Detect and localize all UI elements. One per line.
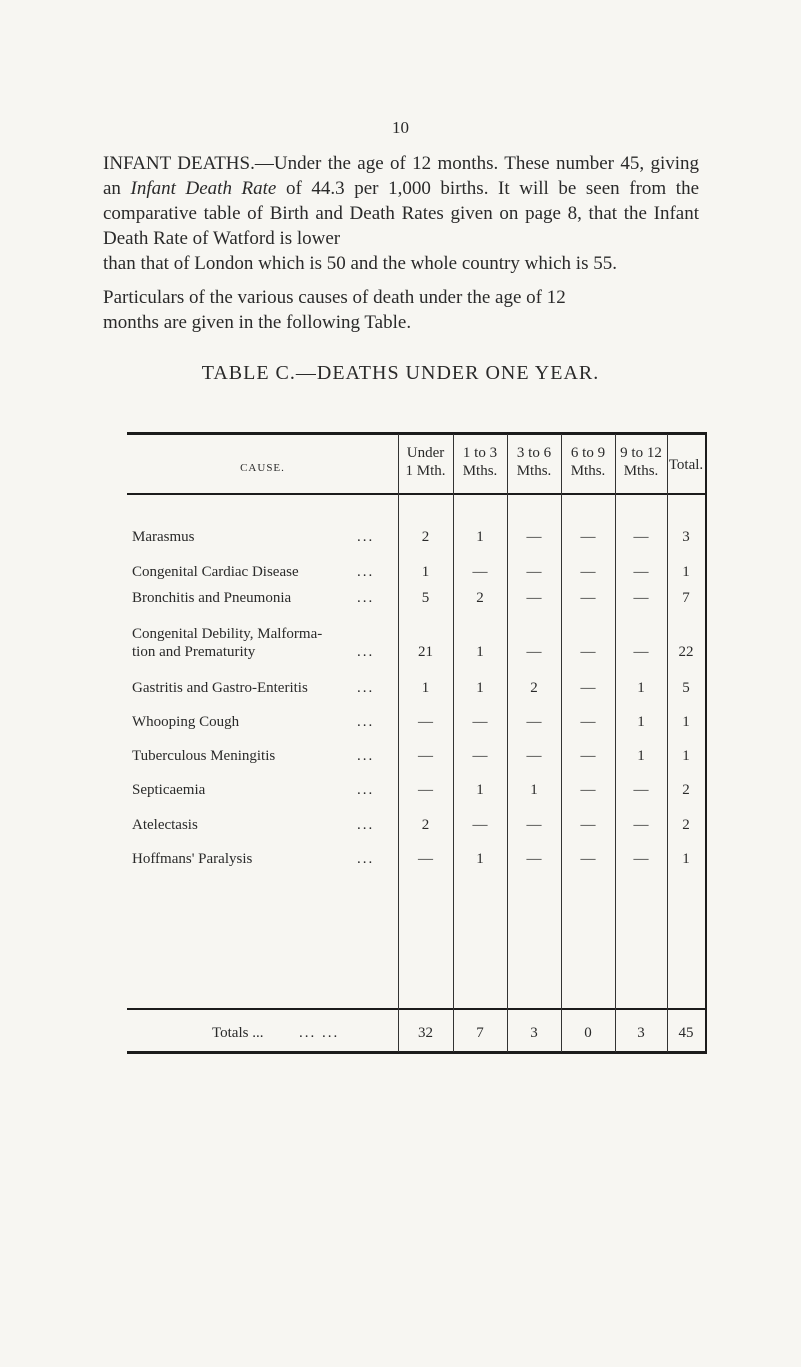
- table-cell: —: [418, 748, 433, 764]
- table-cell: —: [580, 817, 596, 833]
- row-total-cell: 2: [682, 817, 690, 833]
- table-cell: —: [472, 564, 488, 580]
- column-divider: [561, 434, 562, 1052]
- table-cell: 1: [421, 564, 430, 580]
- header-6-to-9-months: [561, 444, 615, 480]
- table-cell: —: [526, 817, 542, 833]
- table-cell: —: [526, 851, 542, 867]
- cause-label: Marasmus: [132, 529, 195, 545]
- row-total-cell: 2: [682, 782, 690, 798]
- cause-label: Gastritis and Gastro-Enteritis: [132, 680, 308, 696]
- header-under-1-month: [398, 444, 453, 480]
- leader-dots: ...: [357, 817, 375, 833]
- infant-deaths-paragraph: [103, 151, 699, 276]
- header-line: 6 to 9: [570, 445, 606, 461]
- leader-dots: ...: [357, 782, 375, 798]
- cause-label: Congenital Debility, Malforma-: [132, 626, 323, 642]
- paragraph-text: of 44.3 per 1,000 births. It will be seen from the comparative table of Birth and Death Rates given on page 8, that the Infant Death Rate of Watford is lower: [103, 178, 699, 249]
- table-cell: —: [580, 748, 596, 764]
- header-line: Under: [406, 445, 445, 461]
- table-cell: —: [633, 529, 649, 545]
- leader-dots: ...: [357, 590, 375, 606]
- cause-label: Whooping Cough: [132, 714, 240, 730]
- paragraph-last-line: than that of London which is 50 and the whole country which is 55.: [103, 253, 617, 274]
- paragraph-last-line: months are given in the following Table.: [103, 312, 412, 333]
- table-cell: —: [580, 644, 596, 660]
- header-line: Mths.: [623, 463, 659, 479]
- header-line: Mths.: [516, 463, 552, 479]
- header-line: Mths.: [570, 463, 606, 479]
- deaths-under-one-year-table: [127, 432, 709, 1056]
- header-3-to-6-months: [507, 444, 561, 480]
- table-cell: —: [472, 817, 488, 833]
- table-cell: —: [418, 851, 433, 867]
- column-divider: [398, 434, 399, 1052]
- totals-label: Totals ...: [212, 1025, 264, 1041]
- totals-cell: 3: [637, 1025, 645, 1041]
- row-total-cell: 22: [678, 644, 694, 660]
- leader-dots: ...: [357, 714, 375, 730]
- table-cell: 1: [637, 680, 645, 696]
- leader-dots: ... ...: [299, 1025, 340, 1041]
- table-cell: —: [633, 590, 649, 606]
- leader-dots: ...: [357, 564, 375, 580]
- table-right-rule: [705, 432, 707, 1054]
- totals-cell: 7: [476, 1025, 484, 1041]
- table-cell: —: [580, 714, 596, 730]
- totals-cell: 45: [678, 1025, 694, 1041]
- table-cell: —: [526, 590, 542, 606]
- table-cell: —: [580, 590, 596, 606]
- table-cell: 5: [421, 590, 430, 606]
- particulars-paragraph: [103, 285, 699, 335]
- row-total-cell: 1: [682, 851, 690, 867]
- row-total-cell: 7: [682, 590, 690, 606]
- leader-dots: ...: [357, 680, 375, 696]
- totals-rule: [127, 1008, 705, 1010]
- header-line: 1 to 3: [462, 445, 498, 461]
- cause-label: tion and Prematurity: [132, 644, 256, 660]
- totals-cell: 0: [584, 1025, 592, 1041]
- row-total-cell: 3: [682, 529, 690, 545]
- table-cell: —: [580, 680, 596, 696]
- table-cell: 1: [476, 680, 484, 696]
- cause-label: Bronchitis and Pneumonia: [132, 590, 292, 606]
- row-total-cell: 5: [682, 680, 690, 696]
- table-cell: 2: [421, 817, 430, 833]
- row-total-cell: 1: [682, 748, 690, 764]
- table-cell: —: [472, 714, 488, 730]
- leader-dots: ...: [357, 851, 375, 867]
- table-cell: —: [633, 817, 649, 833]
- table-cell: —: [580, 782, 596, 798]
- table-cell: 1: [637, 714, 645, 730]
- table-cell: —: [526, 564, 542, 580]
- table-cell: —: [580, 851, 596, 867]
- column-divider: [453, 434, 454, 1052]
- header-cause: CAUSE.: [240, 462, 285, 474]
- paragraph-text: —Under the age of 12 months. These number 45, giving an: [103, 153, 699, 199]
- header-line: 1 Mth.: [405, 463, 446, 479]
- table-cell: 2: [476, 590, 484, 606]
- table-cell: 21: [418, 644, 433, 660]
- table-bottom-rule: [127, 1051, 707, 1054]
- table-cell: —: [526, 748, 542, 764]
- table-cell: 2: [530, 680, 538, 696]
- table-cell: 1: [530, 782, 538, 798]
- leader-dots: ...: [357, 748, 375, 764]
- table-cell: —: [526, 714, 542, 730]
- page-number: 10: [392, 118, 409, 137]
- table-cell: —: [633, 564, 649, 580]
- emphasis-text: Infant Death Rate: [130, 178, 277, 199]
- header-line: 3 to 6: [516, 445, 552, 461]
- table-title: TABLE C.—DEATHS UNDER ONE YEAR.: [201, 362, 600, 384]
- column-divider: [615, 434, 616, 1052]
- table-cell: 1: [476, 644, 484, 660]
- table-cell: —: [580, 529, 596, 545]
- table-cell: 1: [476, 782, 484, 798]
- cause-label: Atelectasis: [132, 817, 198, 833]
- leader-dots: ...: [357, 644, 375, 660]
- row-total-cell: 1: [682, 714, 690, 730]
- column-divider: [667, 434, 668, 1052]
- table-cell: 2: [421, 529, 430, 545]
- table-cell: 1: [476, 529, 484, 545]
- table-cell: 1: [637, 748, 645, 764]
- row-total-cell: 1: [682, 564, 690, 580]
- table-cell: 1: [421, 680, 430, 696]
- table-cell: —: [633, 644, 649, 660]
- header-line: Mths.: [462, 463, 498, 479]
- table-cell: —: [580, 564, 596, 580]
- paragraph-text: Particulars of the various causes of death under the age of 12: [103, 287, 566, 308]
- leader-dots: ...: [357, 529, 375, 545]
- table-cell: —: [526, 529, 542, 545]
- totals-cell: 3: [530, 1025, 538, 1041]
- cause-label: Congenital Cardiac Disease: [132, 564, 299, 580]
- table-cell: —: [633, 782, 649, 798]
- header-9-to-12-months: [615, 444, 667, 480]
- header-line: 9 to 12: [620, 445, 662, 461]
- cause-label: Septicaemia: [132, 782, 206, 798]
- column-divider: [507, 434, 508, 1052]
- table-cell: —: [526, 644, 542, 660]
- infant-deaths-heading: INFANT DEATHS.: [103, 153, 255, 174]
- table-top-rule: [127, 432, 707, 435]
- table-cell: —: [418, 714, 433, 730]
- totals-cell: 32: [418, 1025, 433, 1041]
- cause-label: Hoffmans' Paralysis: [132, 851, 253, 867]
- header-1-to-3-months: [453, 444, 507, 480]
- header-total: Total.: [668, 457, 704, 473]
- table-cell: —: [472, 748, 488, 764]
- table-cell: —: [633, 851, 649, 867]
- table-cell: 1: [476, 851, 484, 867]
- cause-label: Tuberculous Meningitis: [132, 748, 276, 764]
- table-cell: —: [418, 782, 433, 798]
- header-rule: [127, 493, 705, 495]
